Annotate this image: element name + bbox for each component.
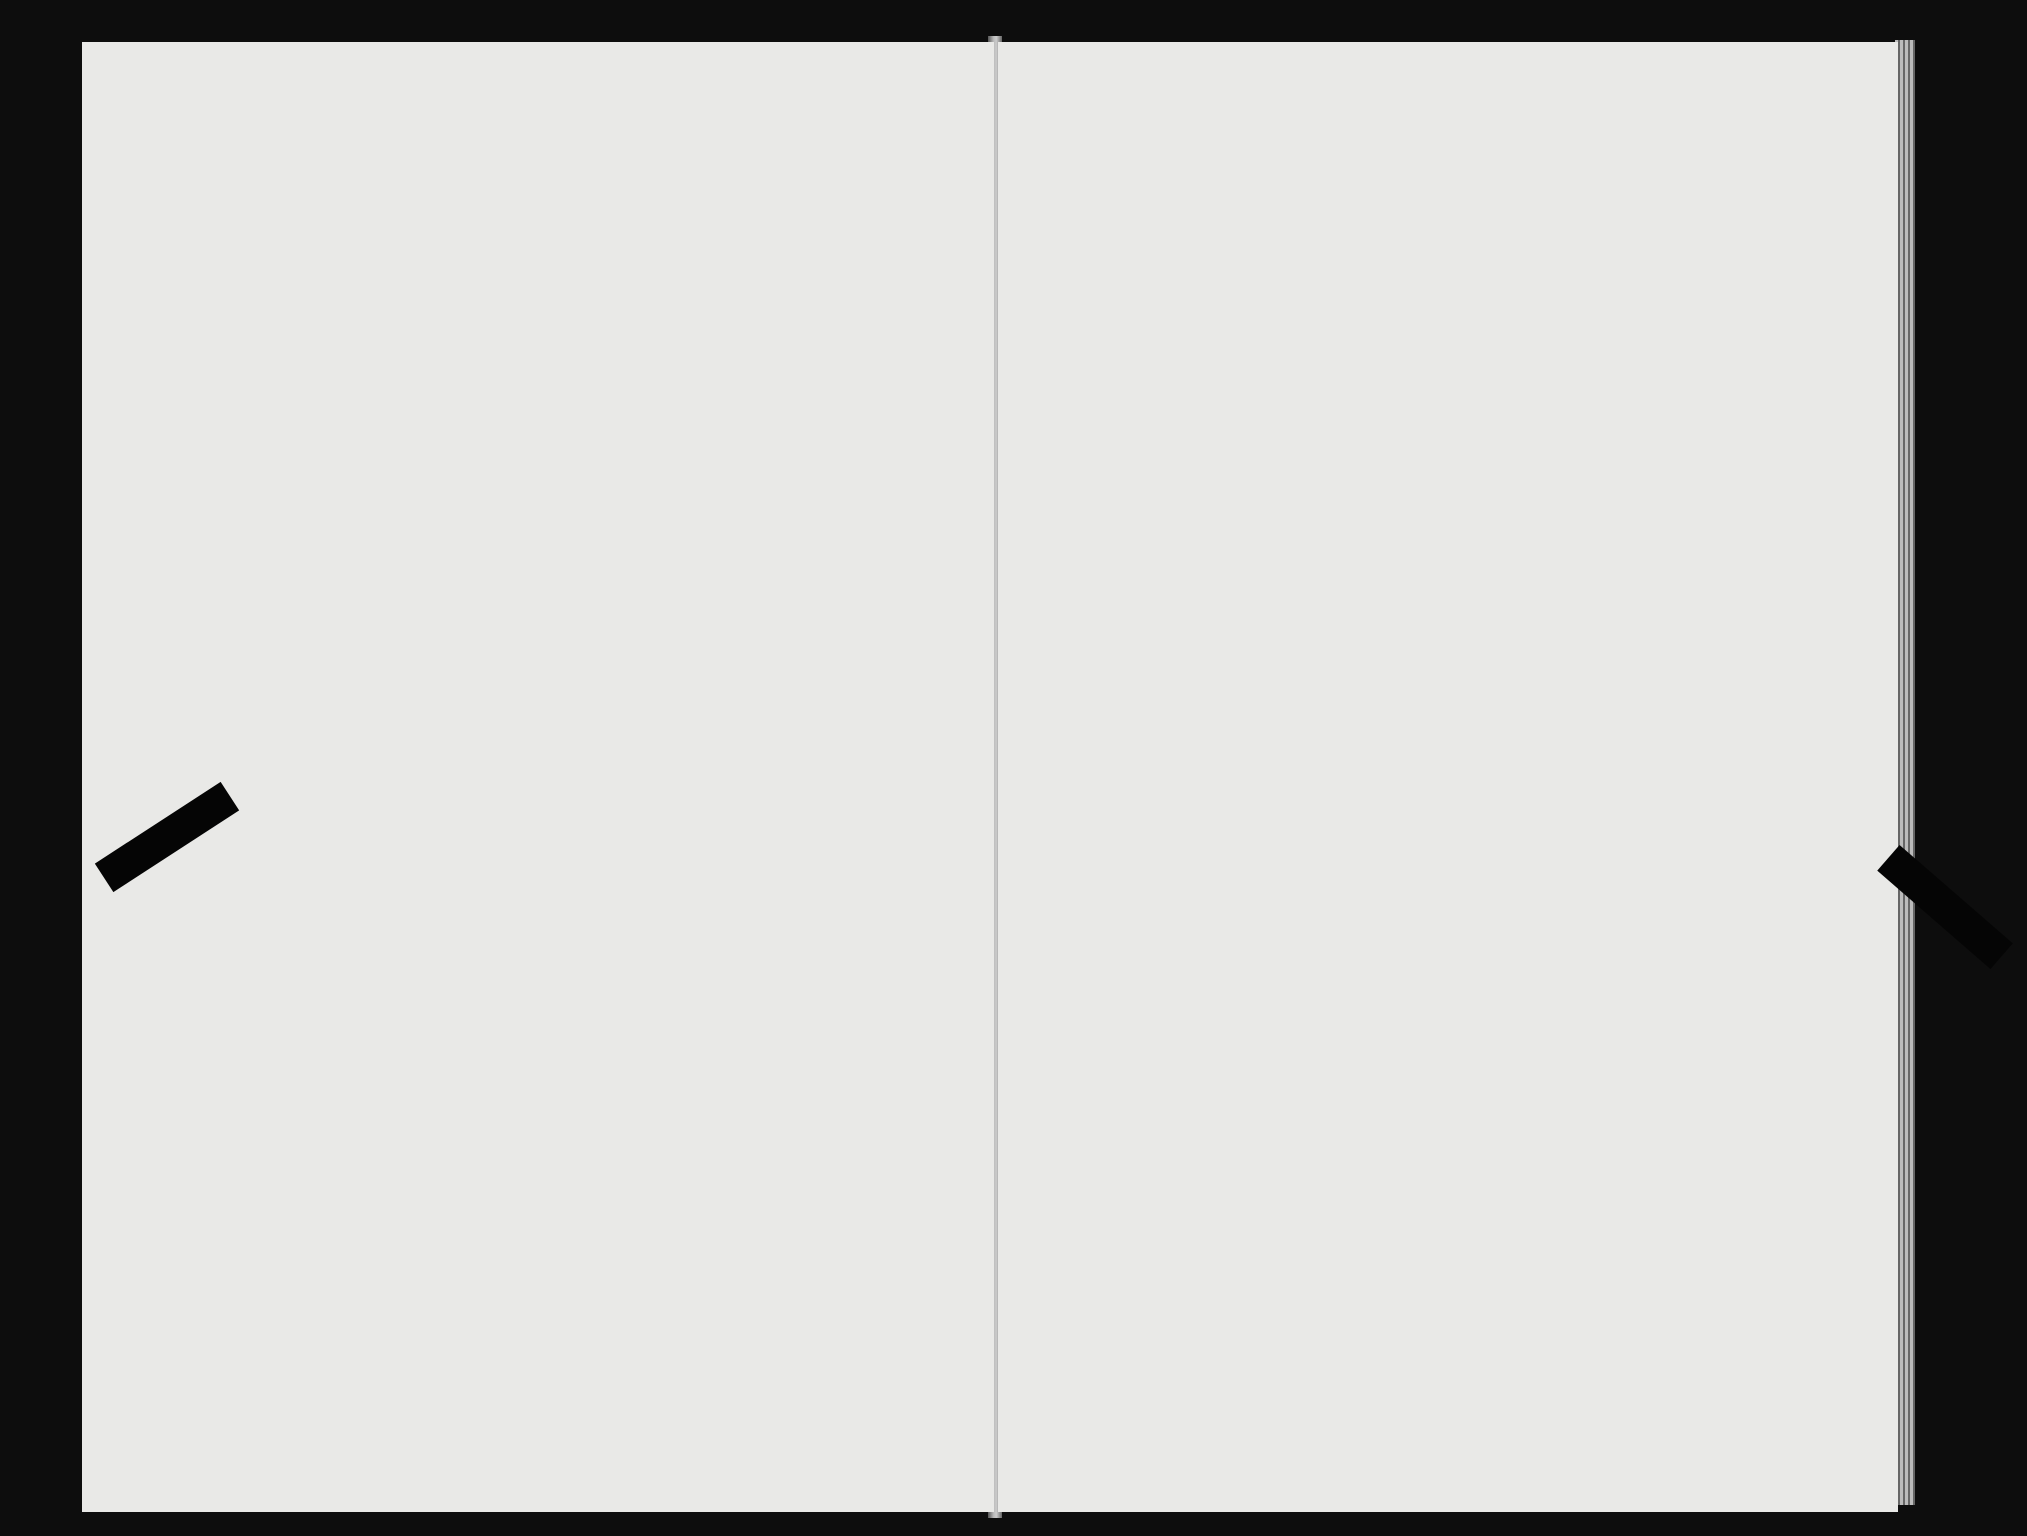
left-page bbox=[82, 42, 994, 1512]
page-edges bbox=[1895, 40, 1915, 1505]
right-page bbox=[998, 42, 1898, 1512]
col-header-8 bbox=[955, 88, 997, 293]
